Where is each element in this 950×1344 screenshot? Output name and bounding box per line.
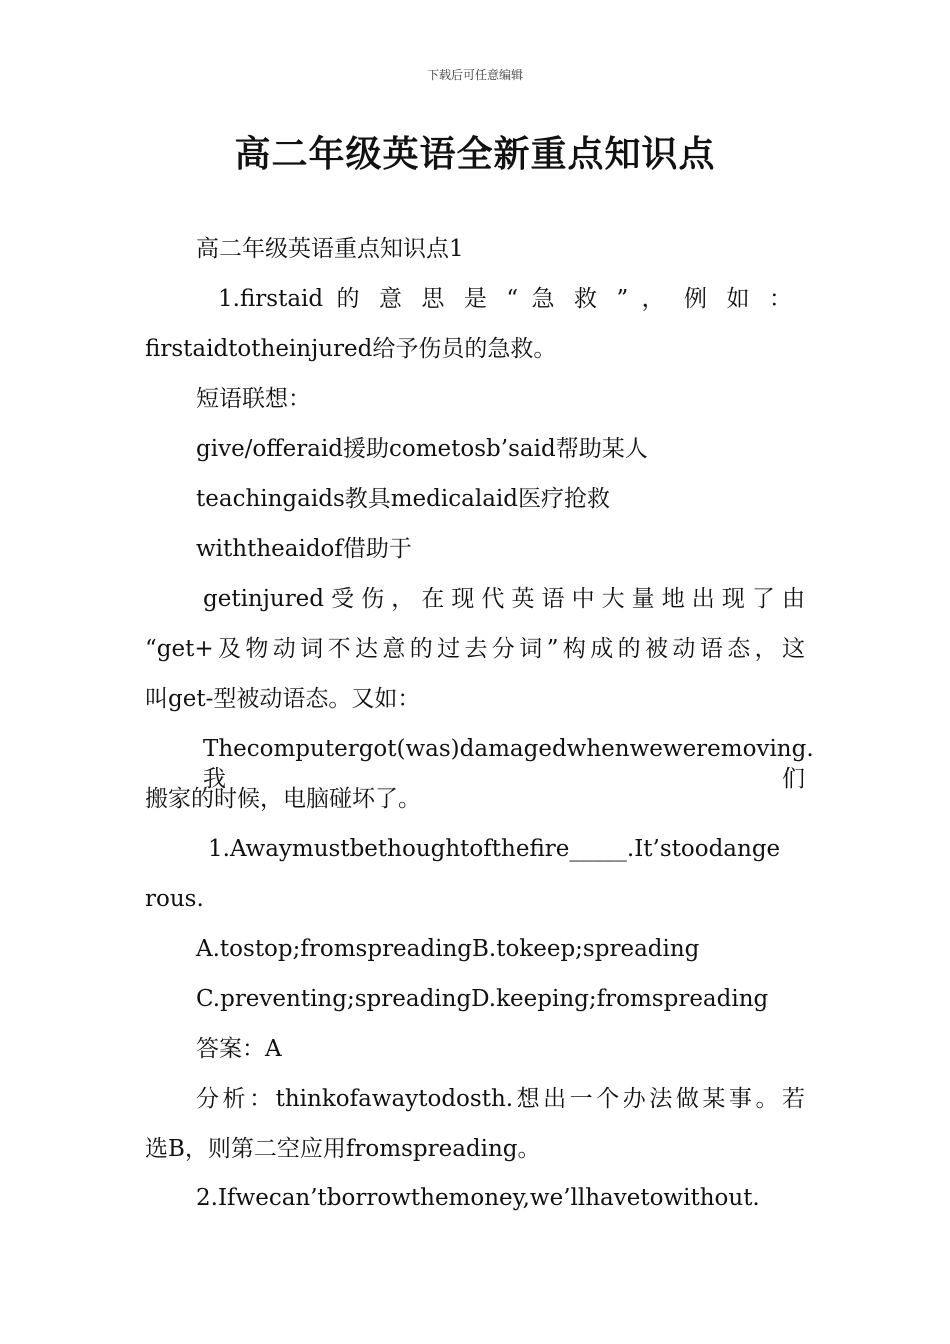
text-line: 搬家的时候，电脑碰坏了。: [145, 786, 421, 812]
text-line: teachingaids教具medicalaid医疗抢救: [196, 486, 610, 512]
question-line: 1.Awaymustbethoughtofthefire_____.It’stoodange: [208, 836, 781, 862]
text-line: Thecomputergot(was)damagedwhenweweremoving.我们: [203, 736, 814, 792]
analysis-line: 分析：thinkofawaytodosth.想出一个办法做某事。若: [196, 1086, 805, 1112]
question-line: 2.Ifwecan’tborrowthemoney,we’llhavetowithout.: [196, 1185, 760, 1211]
text-line: 短语联想：: [196, 386, 311, 412]
text-line: give/offeraid援助cometosb’said帮助某人: [196, 436, 648, 462]
question-line: rous.: [145, 886, 204, 912]
header-note: 下载后可任意编辑: [426, 68, 523, 82]
text-line: getinjured受伤，在现代英语中大量地出现了由: [203, 586, 805, 612]
section-heading: 高二年级英语重点知识点1: [196, 236, 464, 262]
text-line: firstaidtotheinjured给予伤员的急救。: [145, 336, 557, 362]
document-title: 高二年级英语全新重点知识点: [234, 134, 716, 175]
option-line: C.preventing;spreadingD.keeping;fromspreading: [196, 986, 769, 1012]
answer-line: 答案：A: [196, 1036, 282, 1062]
text-line: 1.firstaid 的 意 思 是 “ 急 救 ” ， 例 如 ：: [218, 286, 792, 312]
option-line: A.tostop;fromspreadingB.tokeep;spreading: [196, 936, 700, 962]
text-line: “get+及物动词不达意的过去分词”构成的被动语态，这: [145, 636, 805, 662]
text-line: withtheaidof借助于: [196, 536, 412, 562]
text-line: 叫get-型被动语态。又如：: [145, 686, 421, 712]
analysis-line: 选B，则第二空应用fromspreading。: [145, 1136, 541, 1162]
